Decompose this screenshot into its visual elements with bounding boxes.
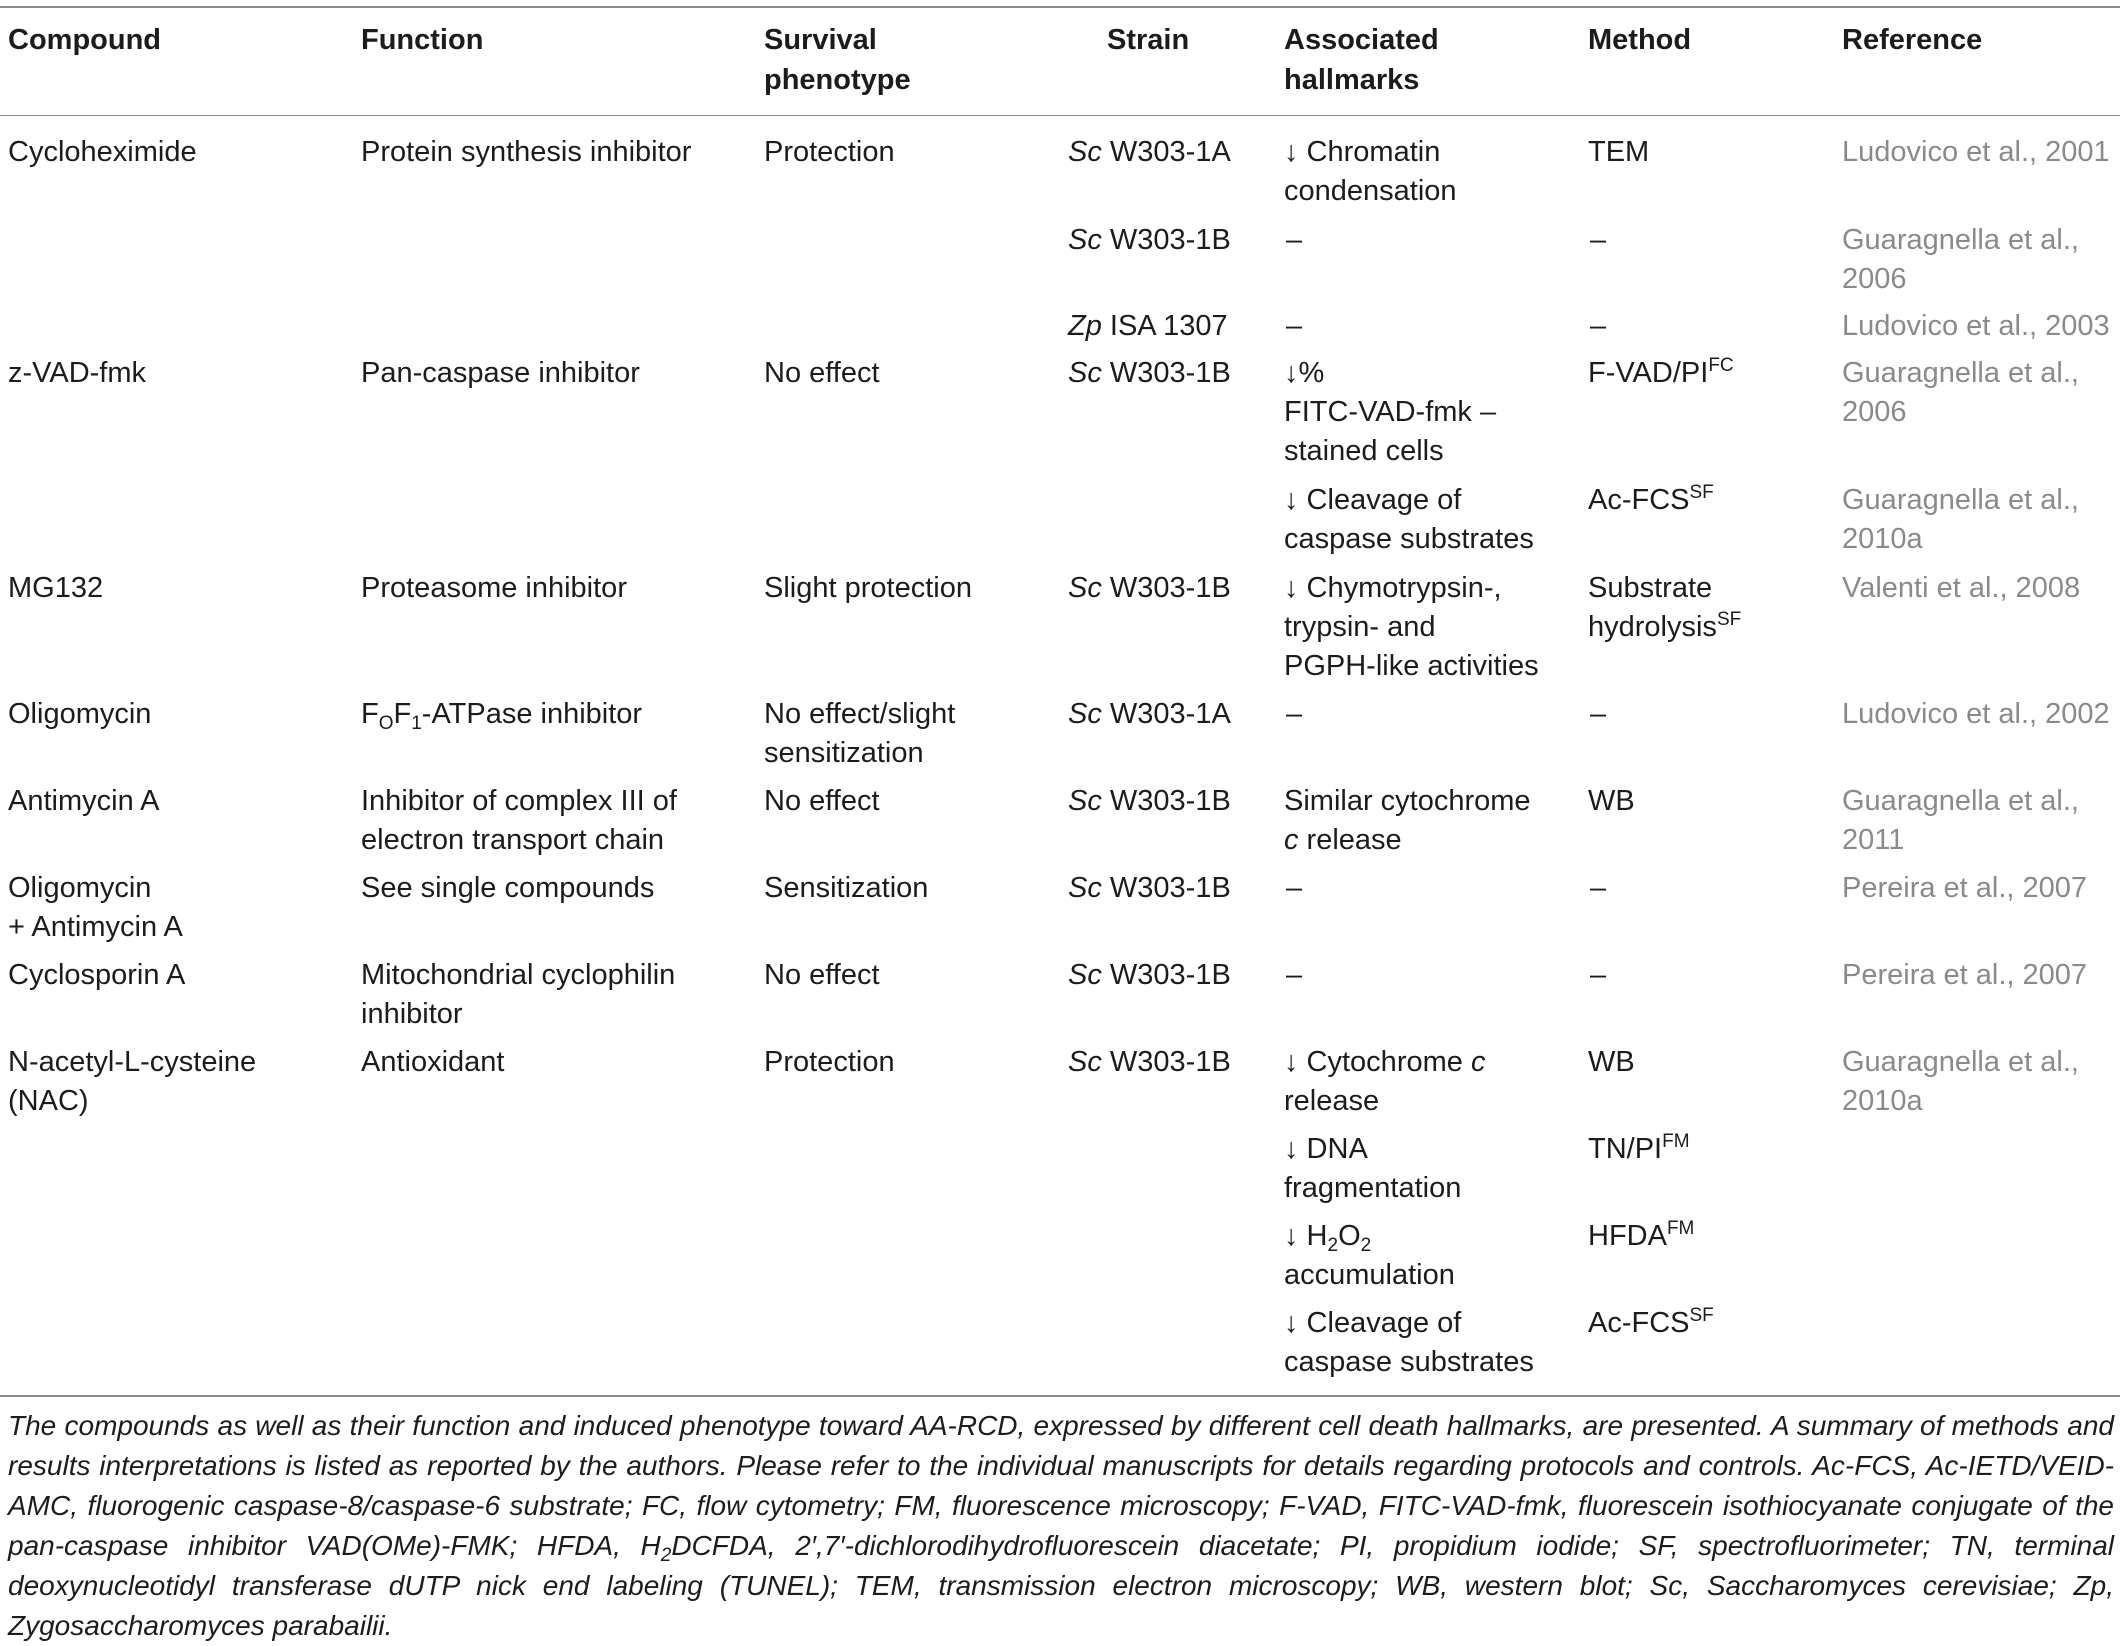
- r8-reference-line2: 2010a: [1842, 1085, 1923, 1117]
- r6-function: See single compounds: [361, 872, 655, 904]
- r8-method-b: $TN/PI^{FM}$: [1588, 1131, 1690, 1165]
- r2-method-b: $Ac-FCS^{SF}$: [1588, 482, 1714, 516]
- r1-method-c: –: [1590, 310, 1607, 342]
- r1-reference-c: Ludovico et al., 2003: [1842, 310, 2110, 342]
- header-function: Function: [361, 24, 484, 56]
- r7-survival: No effect: [764, 959, 880, 991]
- r2-hallmark-a-line1: ↓%: [1284, 357, 1325, 389]
- table-header-rule: [0, 115, 2120, 116]
- r5-survival: No effect: [764, 785, 880, 817]
- r2-hallmark-b-line2: caspase substrates: [1284, 523, 1534, 555]
- r1-method-a: TEM: [1588, 136, 1650, 168]
- r8-strain: Sc W303-1B: [1068, 1046, 1231, 1078]
- table-top-rule: [0, 6, 2120, 8]
- r3-compound: MG132: [8, 572, 104, 604]
- r2-hallmark-b-line1: ↓ Cleavage of: [1284, 484, 1462, 516]
- r2-function: Pan-caspase inhibitor: [361, 357, 640, 389]
- r2-hallmark-a-line2: FITC-VAD-fmk –: [1284, 396, 1497, 428]
- r5-strain: Sc W303-1B: [1068, 785, 1231, 817]
- r2-reference-a-line1: Guaragnella et al.,: [1842, 357, 2079, 389]
- r5-reference-line1: Guaragnella et al.,: [1842, 785, 2079, 817]
- r1-hallmark-b: –: [1286, 224, 1303, 256]
- r7-function-line2: inhibitor: [361, 998, 463, 1030]
- r2-compound: z-VAD-fmk: [8, 357, 147, 389]
- r2-reference-a-line2: 2006: [1842, 396, 1907, 428]
- r6-compound-line2: + Antimycin A: [8, 911, 183, 943]
- r1-compound: Cycloheximide: [8, 136, 197, 168]
- r3-method-line1: Substrate: [1588, 572, 1713, 604]
- r6-strain: Sc W303-1B: [1068, 872, 1231, 904]
- r4-reference: Ludovico et al., 2002: [1842, 698, 2110, 730]
- r2-method-a: $F-VAD/PI^{FC}$: [1588, 355, 1734, 389]
- r7-hallmark: –: [1286, 959, 1303, 991]
- r3-hallmark-line1: ↓ Chymotrypsin-,: [1284, 572, 1502, 604]
- header-hallmarks-line1: Associated: [1284, 24, 1439, 56]
- r2-reference-b-line1: Guaragnella et al.,: [1842, 484, 2079, 516]
- r8-hallmark-c-line2: accumulation: [1284, 1259, 1455, 1291]
- r3-strain: Sc W303-1B: [1068, 572, 1231, 604]
- r6-survival: Sensitization: [764, 872, 929, 904]
- header-hallmarks-line2: hallmarks: [1284, 64, 1420, 96]
- r1-survival: Protection: [764, 136, 895, 168]
- r1-reference-b-line2: 2006: [1842, 263, 1907, 295]
- r4-survival-line1: No effect/slight: [764, 698, 956, 730]
- r8-method-c: $HFDA^{FM}$: [1588, 1218, 1695, 1252]
- r6-hallmark: –: [1286, 872, 1303, 904]
- r1-reference-b-line1: Guaragnella et al.,: [1842, 224, 2079, 256]
- r3-survival: Slight protection: [764, 572, 972, 604]
- r8-function: Antioxidant: [361, 1046, 505, 1078]
- r1-function: Protein synthesis inhibitor: [361, 136, 692, 168]
- r8-hallmark-d-line1: ↓ Cleavage of: [1284, 1307, 1462, 1339]
- r8-reference-line1: Guaragnella et al.,: [1842, 1046, 2079, 1078]
- r5-hallmark-line2: c release: [1284, 824, 1402, 856]
- r5-method: WB: [1588, 785, 1635, 817]
- header-reference: Reference: [1842, 24, 1983, 56]
- r8-hallmark-a-line2: release: [1284, 1085, 1380, 1117]
- table-footnote: The compounds as well as their function and induced phenotype toward AA-RCD, expressed by different cell death hallmarks, are presented. A summary of methods and results interpretations is listed as reported by the authors. Please refer to the individual manuscripts for details regarding protocols and controls. Ac-FCS, Ac-IETD/VEID-AMC, fluorogenic caspase-8/caspase-6 substrate; FC, flow cytometry; FM, fluorescence microscopy; F-VAD, FITC-VAD-fmk, fluorescein isothiocyanate conjugate of the pan-caspase inhibitor VAD(OMe)-FMK; HFDA, $H_2DCFDA$, 2′,7′-dichlorodihydrofluorescein diacetate; PI, propidium iodide; SF, spectrofluorimeter; TN, terminal deoxynucleotidyl transferase dUTP nick end labeling (TUNEL); TEM, transmission electron microscopy; WB, western blot; Sc, Saccharomyces cerevisiae; Zp, Zygosaccharomyces parabailii.: [8, 1410, 2114, 1641]
- r1-method-b: –: [1590, 224, 1607, 256]
- r8-survival: Protection: [764, 1046, 895, 1078]
- r4-survival-line2: sensitization: [764, 737, 924, 769]
- table-bottom-rule: [0, 1395, 2120, 1397]
- r5-hallmark-line1: Similar cytochrome: [1284, 785, 1531, 817]
- r5-function-line1: Inhibitor of complex III of: [361, 785, 677, 817]
- r8-hallmark-a-line1: ↓ Cytochrome c: [1284, 1046, 1486, 1078]
- r8-hallmark-d-line2: caspase substrates: [1284, 1346, 1534, 1378]
- r7-strain: Sc W303-1B: [1068, 959, 1231, 991]
- r7-method: –: [1590, 959, 1607, 991]
- r8-compound-line1: N-acetyl-L-cysteine: [8, 1046, 257, 1078]
- r2-survival: No effect: [764, 357, 880, 389]
- r8-compound-line2: (NAC): [8, 1085, 89, 1117]
- r7-reference: Pereira et al., 2007: [1842, 959, 2088, 991]
- r1-strain-b: Sc W303-1B: [1068, 224, 1231, 256]
- r3-reference: Valenti et al., 2008: [1842, 572, 2081, 604]
- r2-strain: Sc W303-1B: [1068, 357, 1231, 389]
- r1-hallmark-a-line2: condensation: [1284, 175, 1457, 207]
- r8-method-a: WB: [1588, 1046, 1635, 1078]
- r8-hallmark-c-line1: ↓ $H_2O_2$: [1284, 1220, 1372, 1256]
- header-survival-line2: phenotype: [764, 64, 911, 96]
- r6-reference: Pereira et al., 2007: [1842, 872, 2088, 904]
- r6-compound-line1: Oligomycin: [8, 872, 152, 904]
- r5-reference-line2: 2011: [1842, 824, 1905, 856]
- r1-strain-c: Zp ISA 1307: [1068, 310, 1228, 342]
- r4-method: –: [1590, 698, 1607, 730]
- r4-function: $F_OF_1$-ATPase inhibitor: [361, 698, 643, 734]
- r3-hallmark-line3: PGPH-like activities: [1284, 650, 1539, 682]
- header-strain: Strain: [1107, 24, 1190, 56]
- r8-method-d: $Ac-FCS^{SF}$: [1588, 1305, 1714, 1339]
- r5-function-line2: electron transport chain: [361, 824, 665, 856]
- r7-compound: Cyclosporin A: [8, 959, 186, 991]
- r7-function-line1: Mitochondrial cyclophilin: [361, 959, 676, 991]
- r6-method: –: [1590, 872, 1607, 904]
- header-method: Method: [1588, 24, 1692, 56]
- r3-function: Proteasome inhibitor: [361, 572, 627, 604]
- r2-reference-b-line2: 2010a: [1842, 523, 1923, 555]
- r4-compound: Oligomycin: [8, 698, 152, 730]
- r3-hallmark-line2: trypsin- and: [1284, 611, 1436, 643]
- r1-reference-a: Ludovico et al., 2001: [1842, 136, 2110, 168]
- header-survival-line1: Survival: [764, 24, 877, 56]
- r8-hallmark-b-line1: ↓ DNA: [1284, 1133, 1368, 1165]
- r3-method-line2: hydrolysis$^{SF}$: [1588, 609, 1742, 643]
- r1-strain-a: Sc W303-1A: [1068, 136, 1231, 168]
- r1-hallmark-a-line1: ↓ Chromatin: [1284, 136, 1441, 168]
- r4-hallmark: –: [1286, 698, 1303, 730]
- r8-hallmark-b-line2: fragmentation: [1284, 1172, 1462, 1204]
- r4-strain: Sc W303-1A: [1068, 698, 1231, 730]
- r2-hallmark-a-line3: stained cells: [1284, 435, 1444, 467]
- r5-compound: Antimycin A: [8, 785, 160, 817]
- header-compound: Compound: [8, 24, 162, 56]
- r1-hallmark-c: –: [1286, 310, 1303, 342]
